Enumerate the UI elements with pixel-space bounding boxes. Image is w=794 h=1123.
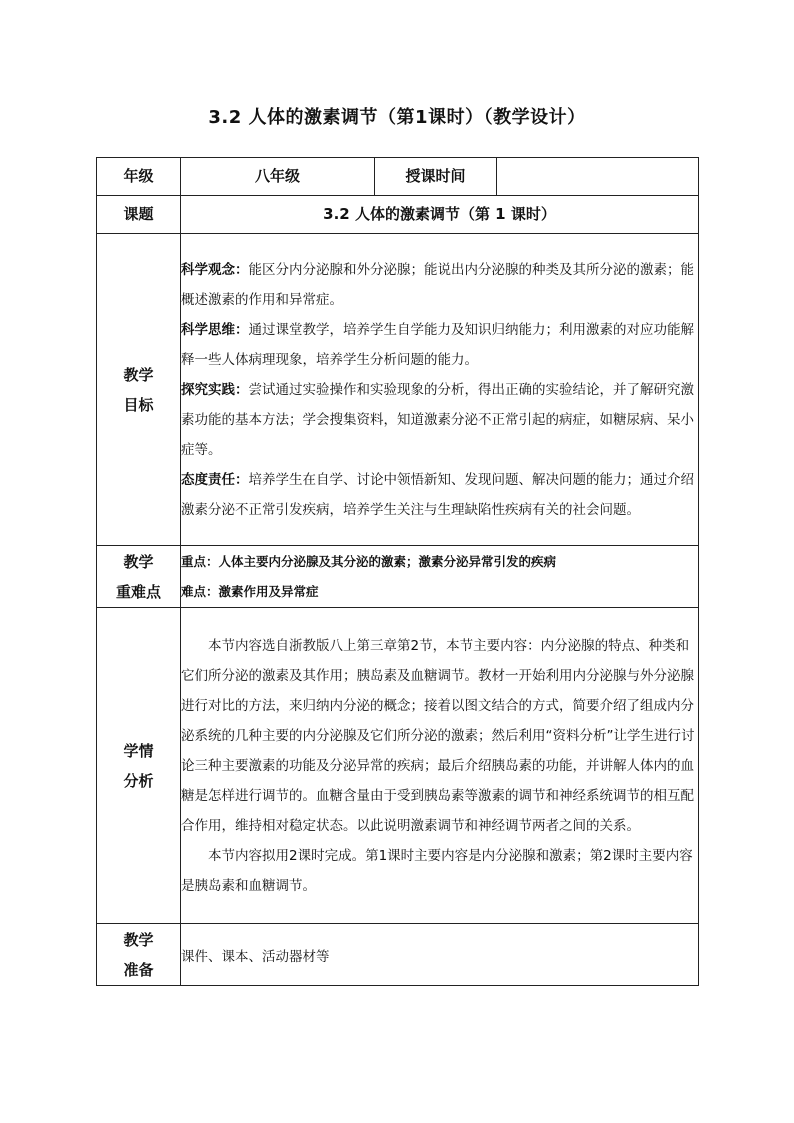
key-point-text: 重点：人体主要内分泌腺及其分泌的激素；激素分泌异常引发的疾病 <box>181 553 557 569</box>
difficulty-text: 难点：激素作用及异常症 <box>181 583 319 599</box>
objective-item-label: 态度责任： <box>181 471 249 488</box>
objective-item <box>181 255 698 315</box>
objectives-label <box>97 234 181 546</box>
document-title: 3.2 人体的激素调节（第1课时）（教学设计） <box>208 107 586 128</box>
preparation-label-line2: 准备 <box>123 960 154 979</box>
objective-item <box>181 465 698 525</box>
topic-value: 3.2 人体的激素调节（第 1 课时） <box>181 196 699 234</box>
objectives-row <box>97 234 699 546</box>
analysis-paragraph: 本节内容拟用2课时完成。第1课时主要内容是内分泌腺和激素；第2课时主要内容是胰岛素和血糖调节。 <box>181 847 693 894</box>
objective-item-text: 通过课堂教学，培养学生自学能力及知识归纳能力；利用激素的对应功能解释一些人体病理现象，培养学生分析问题的能力。 <box>181 321 694 368</box>
key-points-content <box>181 546 699 608</box>
topic-row <box>97 196 699 234</box>
analysis-content <box>181 608 699 924</box>
objective-item <box>181 375 698 465</box>
objective-item-text: 能区分内分泌腺和外分泌腺；能说出内分泌腺的种类及其所分泌的激素；能概述激素的作用和异常症。 <box>181 261 694 308</box>
lesson-plan-table <box>96 157 699 986</box>
time-value <box>497 158 699 196</box>
grade-value: 八年级 <box>181 158 375 196</box>
topic-label: 课题 <box>97 196 181 234</box>
objective-item-label: 探究实践： <box>181 381 249 398</box>
objective-item-label: 科学思维： <box>181 321 249 338</box>
key-points-row <box>97 546 699 608</box>
analysis-label <box>97 608 181 924</box>
grade-row <box>97 158 699 196</box>
key-points-label <box>97 546 181 608</box>
objective-item-text: 培养学生在自学、讨论中领悟新知、发现问题、解决问题的能力；通过介绍激素分泌不正常引发疾病，培养学生关注与生理缺陷性疾病有关的社会问题。 <box>181 471 694 518</box>
key-points-label-line2: 重难点 <box>115 582 161 601</box>
preparation-label-line1: 教学 <box>123 930 154 949</box>
analysis-paragraph: 本节内容选自浙教版八上第三章第2节，本节主要内容：内分泌腺的特点、种类和它们所分泌的激素及其作用；胰岛素及血糖调节。教材一开始利用内分泌腺与外分泌腺进行对比的方法，来归纳内分泌的概念；接着以图文结合的方式，简要介绍了组成内分泌系统的几种主要的内分泌腺及它们所分泌的激素；然后利用“资料分析”让学生进行讨论三种主要激素的功能及分泌异常的疾病；最后介绍胰岛素的功能，并讲解人体内的血糖是怎样进行调节的。血糖含量由于受到胰岛素等激素的调节和神经系统调节的相互配合作用，维持相对稳定状态。以此说明激素调节和神经调节两者之间的关系。 <box>181 637 695 834</box>
key-points-label-line1: 教学 <box>123 552 154 571</box>
preparation-row <box>97 924 699 986</box>
objective-item-text: 尝试通过实验操作和实验现象的分析，得出正确的实验结论，并了解研究激素功能的基本方法；学会搜集资料，知道激素分泌不正常引起的病症，如糖尿病、呆小症等。 <box>181 381 694 458</box>
analysis-label-line2: 分析 <box>123 771 154 790</box>
objective-item <box>181 315 698 375</box>
analysis-row <box>97 608 699 924</box>
preparation-content: 课件、课本、活动器材等 <box>181 924 699 986</box>
objectives-content <box>181 234 699 546</box>
analysis-label-line1: 学情 <box>123 741 154 760</box>
preparation-label <box>97 924 181 986</box>
objectives-label-line2: 目标 <box>123 395 154 414</box>
time-label: 授课时间 <box>375 158 497 196</box>
grade-label: 年级 <box>97 158 181 196</box>
objectives-label-line1: 教学 <box>123 365 154 384</box>
objective-item-label: 科学观念： <box>181 261 249 278</box>
